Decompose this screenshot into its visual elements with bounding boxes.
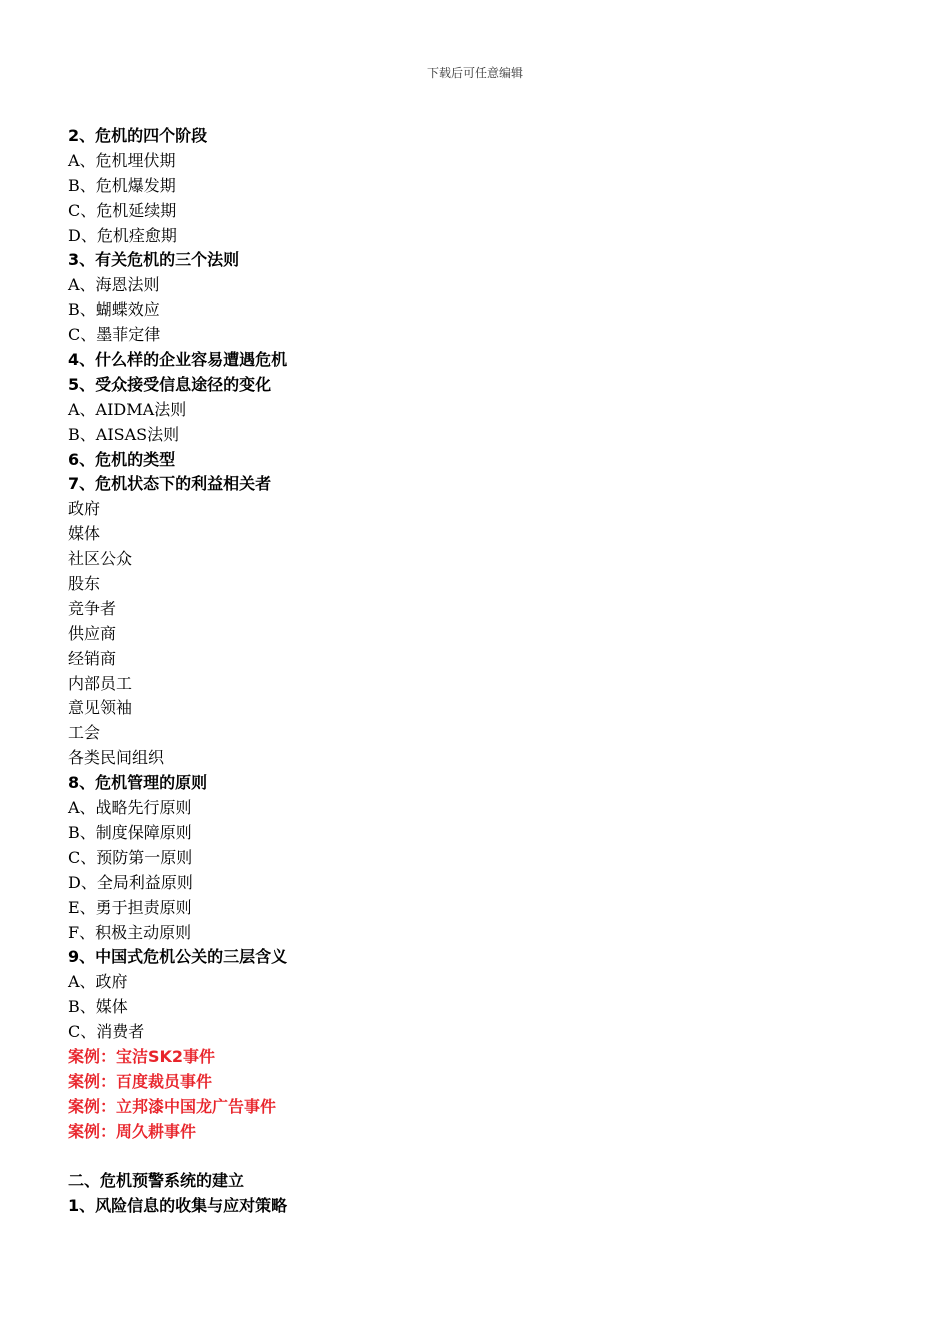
case-item: 案例：立邦漆中国龙广告事件 <box>68 1096 277 1116</box>
list-item: C、墨菲定律 <box>68 325 161 345</box>
list-item: B、制度保障原则 <box>68 822 192 842</box>
list-item: C、预防第一原则 <box>68 847 193 867</box>
section-heading: 5、受众接受信息途径的变化 <box>68 374 272 394</box>
list-item: D、全局利益原则 <box>68 872 193 892</box>
list-item: F、积极主动原则 <box>68 922 192 942</box>
list-item: 工会 <box>68 723 101 743</box>
list-item: 内部员工 <box>68 673 133 693</box>
list-item: B、媒体 <box>68 997 128 1017</box>
section-heading: 1、风险信息的收集与应对策略 <box>68 1196 288 1216</box>
list-item: 竞争者 <box>68 598 117 618</box>
list-item: A、AIDMA法则 <box>68 399 187 419</box>
case-item: 案例：周久耕事件 <box>68 1121 197 1141</box>
list-item: 意见领袖 <box>68 698 133 718</box>
section-heading: 7、危机状态下的利益相关者 <box>68 474 272 494</box>
case-item: 案例：百度裁员事件 <box>68 1071 213 1091</box>
list-item: A、海恩法则 <box>68 275 160 295</box>
list-item: 媒体 <box>68 524 101 544</box>
list-item: A、政府 <box>68 972 128 992</box>
list-item: E、勇于担责原则 <box>68 897 192 917</box>
section-heading: 3、有关危机的三个法则 <box>68 250 240 270</box>
blank-line <box>68 1145 888 1170</box>
page-header <box>0 64 950 82</box>
case-item: 案例：宝洁SK2事件 <box>68 1046 216 1066</box>
section-heading: 9、中国式危机公关的三层含义 <box>68 947 288 967</box>
list-item: C、危机延续期 <box>68 200 177 220</box>
list-item: 经销商 <box>68 648 117 668</box>
list-item: 政府 <box>68 499 101 519</box>
list-item: B、AISAS法则 <box>68 424 180 444</box>
list-item: 社区公众 <box>68 549 133 569</box>
section-heading: 2、危机的四个阶段 <box>68 126 208 145</box>
list-item: 供应商 <box>68 623 117 643</box>
list-item: B、危机爆发期 <box>68 175 176 195</box>
section-heading: 6、危机的类型 <box>68 449 176 469</box>
list-item: B、蝴蝶效应 <box>68 300 160 320</box>
document-body <box>68 124 888 1219</box>
list-item: A、危机埋伏期 <box>68 150 176 170</box>
section-heading: 二、危机预警系统的建立 <box>68 1171 245 1191</box>
list-item: D、危机痊愈期 <box>68 225 177 245</box>
list-item: A、战略先行原则 <box>68 798 192 818</box>
list-item: 各类民间组织 <box>68 748 165 768</box>
section-heading: 8、危机管理的原则 <box>68 773 208 793</box>
list-item: 股东 <box>68 574 101 594</box>
section-heading: 4、什么样的企业容易遭遇危机 <box>68 350 288 370</box>
page-header-text: 下载后可任意编辑 <box>426 66 523 80</box>
list-item: C、消费者 <box>68 1022 145 1042</box>
